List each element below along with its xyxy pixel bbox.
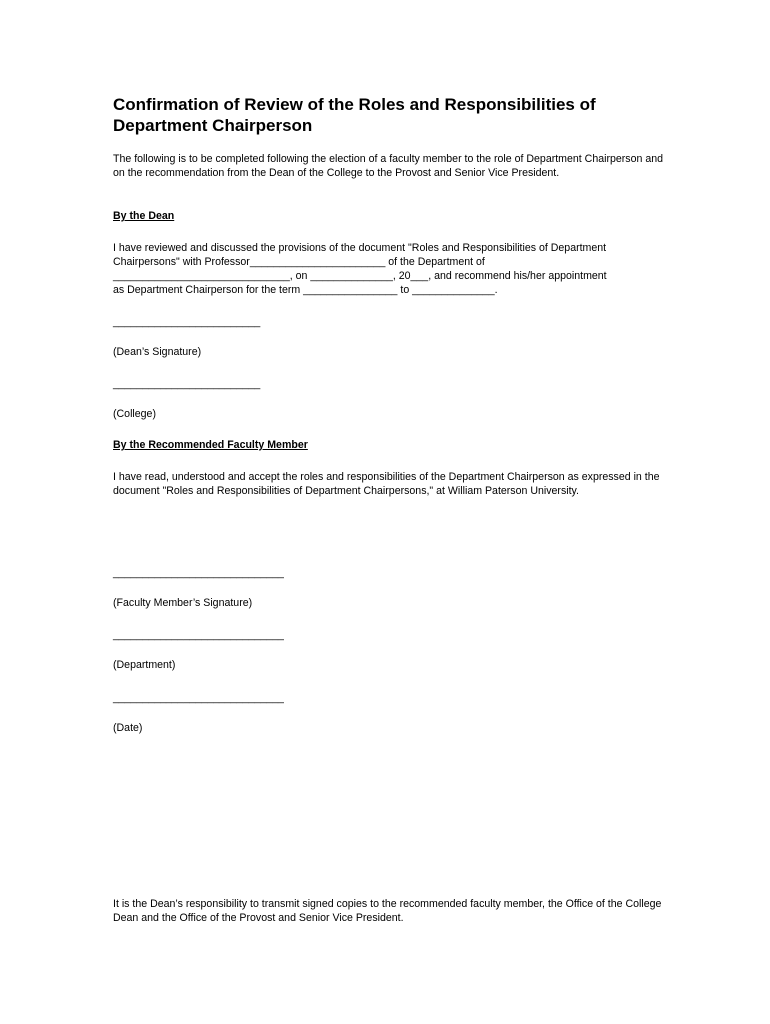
dean-signature-label: (Dean’s Signature) [113,346,202,358]
dean-statement-line-2: Chairpersons" with Professor_______________________ of the Department of [113,256,485,268]
dean-statement-line-1: I have reviewed and discussed the provisions of the document "Roles and Responsibilities of Department [113,242,607,254]
faculty-signature-line: _____________________________ [113,567,284,579]
date-label: (Date) [113,722,143,734]
title-line-1: Confirmation of Review of the Roles and Responsibilities of [113,95,596,114]
college-label: (College) [113,408,156,420]
department-label: (Department) [113,659,176,671]
department-line: _____________________________ [113,629,284,641]
faculty-signature-label: (Faculty Member’s Signature) [113,597,253,609]
dean-statement [113,241,673,297]
footer-note: It is the Dean’s responsibility to transmit signed copies to the recommended faculty member, the Office of the College Dean and the Office of the Provost and Senior Vice President. [113,898,662,924]
document-title [113,94,673,136]
faculty-statement: I have read, understood and accept the roles and responsibilities of the Department Chairperson as expressed in the document "Roles and Responsibilities of Department Chairpersons," at William Paterson University. [113,471,660,497]
date-line: _____________________________ [113,692,284,704]
dean-statement-line-3: ______________________________, on ______________, 20___, and recommend his/her appointment [113,270,607,282]
intro-paragraph: The following is to be completed following the election of a faculty member to the role of Department Chairperson and on the recommendation from the Dean of the College to the Provost and Senior Vice President. [113,153,663,179]
faculty-section-heading: By the Recommended Faculty Member [113,439,308,451]
dean-signature-line: _________________________ [113,316,261,328]
title-line-2: Department Chairperson [113,116,313,135]
dean-section-heading: By the Dean [113,210,175,222]
dean-statement-line-4: as Department Chairperson for the term ________________ to ______________. [113,284,498,296]
college-line: _________________________ [113,378,261,390]
